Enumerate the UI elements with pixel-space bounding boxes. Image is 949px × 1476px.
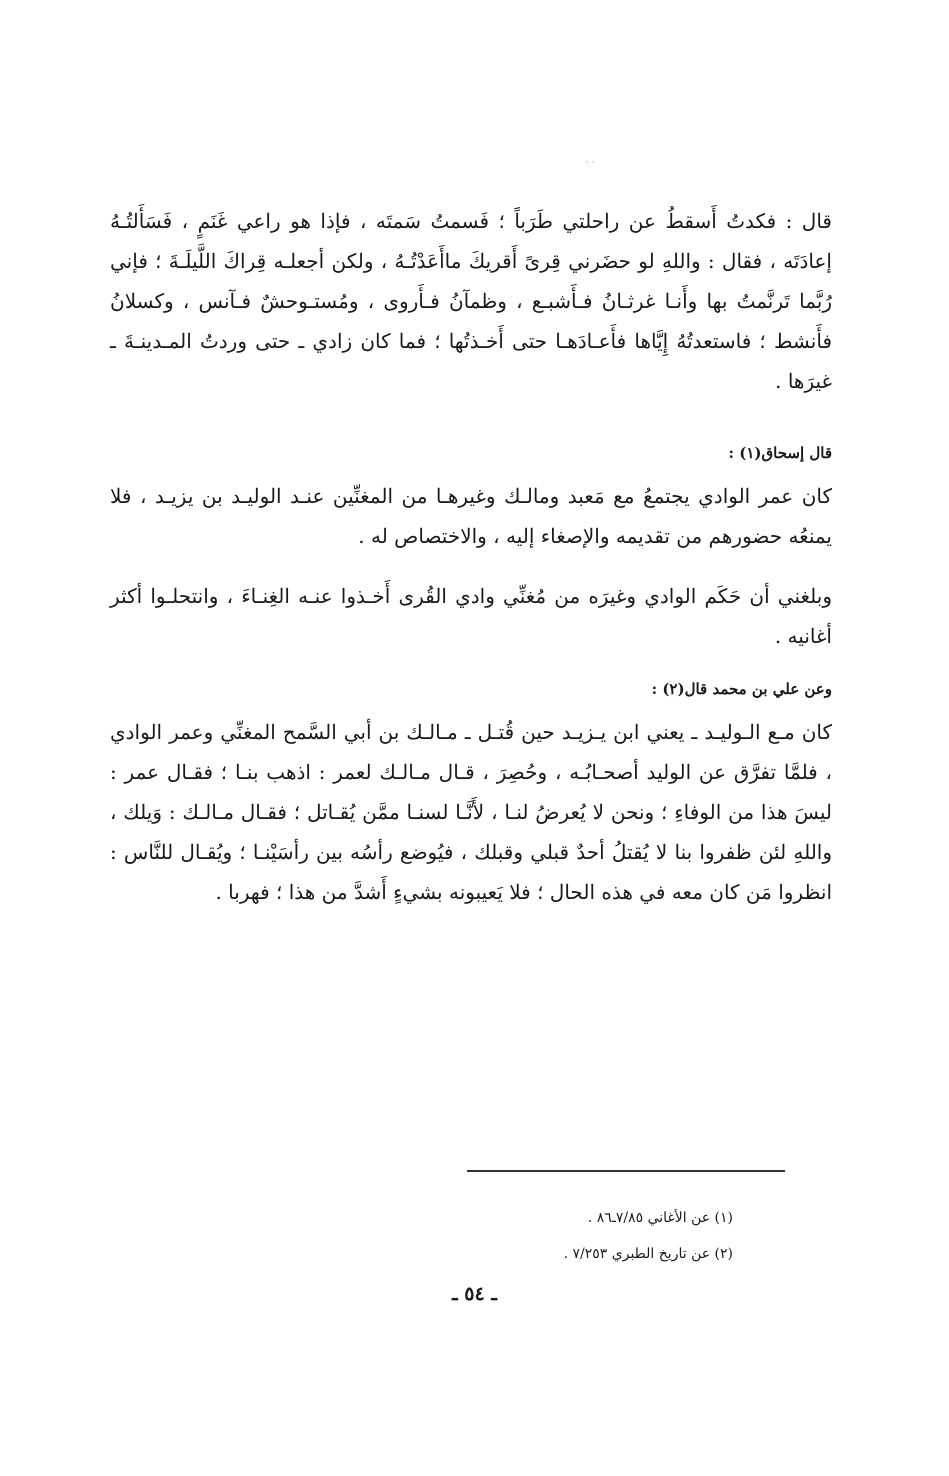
footnote-separator-line xyxy=(467,1170,785,1172)
heading-ali-ibn-muhammad-said: وعن علي بن محمد قال(٢) : xyxy=(651,680,832,698)
footnote-2: (٢) عن تاريخ الطبري ٧/٢٥٣ . xyxy=(563,1246,733,1262)
paragraph-hakam-al-wadi: وبلغني أن حَكَم الوادي وغيرَه من مُغنِّي وادي القُرى أَخـذوا عنـه الغِنـاءَ ، وانتحلـوا أكثر أغانيه . xyxy=(110,584,832,648)
paragraph-umar-al-wadi-gathering: كان عمر الوادي يجتمعُ مع مَعبد ومالـك وغيرهـا من المغنِّين عنـد الوليـد بن يزيـد ، فلا يمنعُه حضورهم من تقديمه والإصغاء إليه ، والاختصاص له . xyxy=(110,484,832,548)
scan-artifact-mark: · · xyxy=(586,158,595,168)
footnote-1: (١) عن الأغاني ٧/٨٥ـ٨٦ . xyxy=(587,1210,733,1226)
heading-ishaq-said: قال إسحاق(١) : xyxy=(728,444,832,462)
page-number: ـ ٥٤ ـ xyxy=(452,1283,497,1305)
paragraph-shepherd-story: قال : فكدتُ أَسقطُ عن راحلتي طَرَباً ؛ فَسمتُ سَمتَه ، فإذا هو راعي غَنَمٍ ، فَسَأَلتُـهُ إعادَتَه ، فقال : واللهِ لو حضَرني قِرىً أَقريكَ ماأَعَدْتُـهُ ، ولكن أجعلـه قِراكَ اللَّيلَـةَ ؛ فإني رُبَّما تَرنَّمتُ بها وأَنـا غرثـانُ فـأَشبـع ، وظمآنُ فـأَروى ، ومُستـوحشٌ فـآنس ، وكسلانُ فأَنشط ؛ فاستعدتُهُ إِيَّاها فأَعـادَهـا حتى أَخـذتُها ؛ فما كان زادي ـ حتى وردتُ المـدينـةَ ـ غيرَها . xyxy=(110,209,833,393)
paragraph-malik-and-umar-flee: كان مـع الـوليـد ـ يعني ابن يـزيـد حين قُتـل ـ مـالـك بن أبي السَّمح المغنِّي وعمر الوادي ، فلمَّا تفرَّق عن الوليد أصحـابُـه ، وحُصِرَ ، قـال مـالـك لعمر : اذهب بنـا ؛ فقـال عمر : ليسَ هذا من الوفاءِ ؛ ونحن لا يُعرضُ لنـا ، لأَنَّـا لسنـا ممَّن يُقـاتل ؛ فقـال مـالـك : وَيلك ، واللهِ لئن ظفروا بنا لا يُقتلُ أحدٌ قبلي وقبلك ، فيُوضع رأسُه بين رأسَيْنـا ؛ ويُقـال للنَّاس : انظروا مَن كان معه في هذه الحال ؛ فلا يَعيبونه بشيءٍ أَشدَّ من هذا ؛ فهربا . xyxy=(110,720,832,904)
